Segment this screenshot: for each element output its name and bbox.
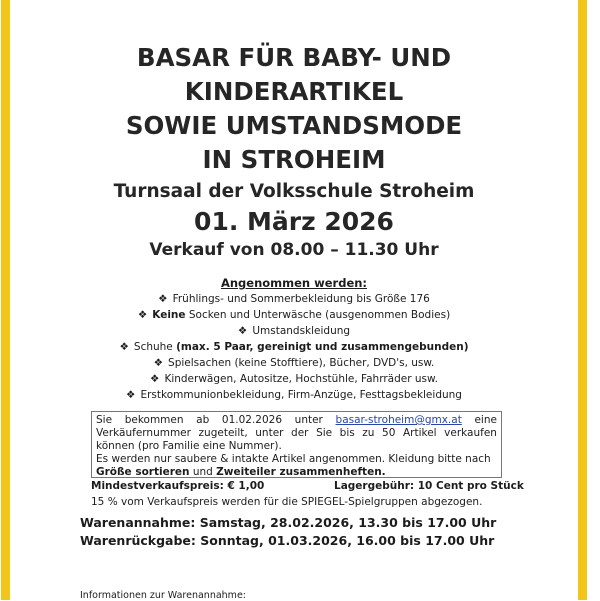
diamond-bullet-icon: ❖: [153, 357, 164, 369]
diamond-bullet-icon: ❖: [237, 325, 248, 337]
diamond-bullet-icon: ❖: [158, 293, 168, 305]
info-word: bekommen: [124, 414, 184, 426]
list-item: [10, 291, 578, 307]
list-item: [10, 387, 578, 403]
title-line: BASAR FÜR BABY- UND: [136, 43, 452, 72]
info-word: Artikel: [402, 427, 437, 439]
item-bold-after: (max. 5 Paar, gereinigt und zusammengebunden): [176, 341, 469, 353]
yellow-border-right: [578, 0, 587, 600]
accepted-heading: Angenommen werden:: [220, 276, 368, 290]
email-link[interactable]: basar-stroheim@gmx.at: [335, 414, 462, 426]
item-text: Erstkommunionbekleidung, Firm-Anzüge, Festtagsbekleidung: [140, 389, 462, 401]
diamond-bullet-icon: ❖: [126, 389, 136, 401]
footer-info: Informationen zur Warenannahme:: [80, 590, 246, 601]
yellow-border-left: [1, 0, 10, 600]
flyer-title: [10, 41, 578, 177]
title-line: KINDERARTIKEL: [184, 77, 404, 106]
pickup-time: Warenrückgabe: Sonntag, 01.03.2026, 16.00 bis 17.00 Uhr: [80, 533, 495, 548]
diamond-bullet-icon: ❖: [137, 309, 148, 321]
item-text: Schuhe: [133, 341, 177, 353]
list-item: [10, 323, 578, 339]
info-line: [96, 427, 497, 440]
info-line: Es werden nur saubere & intakte Artikel angenommen. Kleidung bitte nach: [96, 453, 491, 465]
item-text: Kinderwägen, Autositze, Hochstühle, Fahrräder usw.: [164, 373, 438, 385]
drop-off-time: Warenannahme: Samstag, 28.02.2026, 13.30 bis 17.00 Uhr: [80, 515, 497, 530]
info-line: können (pro Familie eine Nummer).: [96, 440, 282, 452]
info-word: bis: [339, 427, 355, 439]
item-text: Spielsachen (keine Stofftiere), Bücher, DVD's, usw.: [168, 357, 435, 369]
item-text: Frühlings- und Sommerbekleidung bis Größe 176: [172, 293, 430, 305]
info-word: unter: [294, 414, 323, 426]
info-word: verkaufen: [444, 427, 497, 439]
min-sale-price: Mindestverkaufspreis: € 1,00: [91, 480, 265, 492]
info-word: zugeteilt,: [198, 427, 248, 439]
sale-hours: Verkauf von 08.00 – 11.30 Uhr: [149, 240, 439, 260]
storage-fee: Lagergebühr: 10 Cent pro Stück: [334, 480, 524, 492]
info-word: Sie: [316, 427, 333, 439]
list-item: [10, 307, 578, 323]
diamond-bullet-icon: ❖: [150, 373, 160, 385]
title-line: SOWIE UMSTANDSMODE: [125, 111, 463, 140]
info-word: 01.02.2026: [221, 414, 283, 426]
info-word: unter: [255, 427, 284, 439]
info-word: zu: [362, 427, 375, 439]
info-word: Verkäufernummer: [96, 427, 191, 439]
accepted-list: [10, 291, 578, 403]
event-date: 01. März 2026: [194, 207, 394, 236]
venue: Turnsaal der Volksschule Stroheim: [113, 181, 475, 202]
seller-info-box: [91, 411, 502, 478]
info-word: Sie: [96, 414, 113, 426]
list-item: [10, 355, 578, 371]
staple-two-piece: Zweiteiler zusammenheften.: [216, 466, 386, 478]
info-word: eine: [474, 414, 497, 426]
commission-note: 15 % vom Verkaufspreis werden für die SPIEGEL-Spielgruppen abgezogen.: [91, 496, 483, 508]
info-word: der: [291, 427, 309, 439]
info-word: 50: [382, 427, 396, 439]
item-text: Socken und Unterwäsche (ausgenommen Bodies): [185, 309, 451, 321]
list-item: [10, 371, 578, 387]
info-word: ab: [196, 414, 210, 426]
list-item: [10, 339, 578, 355]
item-bold: Keine: [152, 309, 186, 321]
info-line: [96, 414, 497, 427]
info-connector: und: [189, 466, 217, 478]
info-line: [96, 466, 497, 479]
sort-by-size: Größe sortieren: [96, 466, 190, 478]
title-line: IN STROHEIM: [202, 145, 386, 174]
item-text: Umstandskleidung: [252, 325, 351, 337]
diamond-bullet-icon: ❖: [119, 341, 129, 353]
